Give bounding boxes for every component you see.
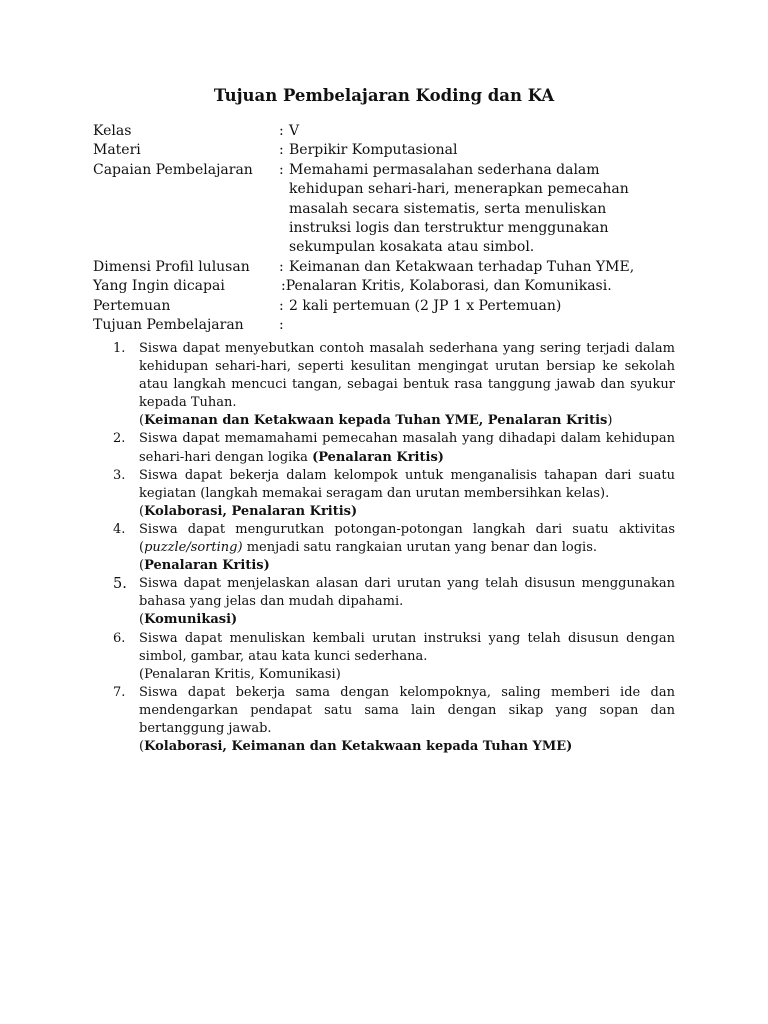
objective-number: 1. xyxy=(113,341,126,356)
meta-colon: : xyxy=(279,142,284,159)
objective-dimension-tag: (Penalaran Kritis) xyxy=(139,558,270,574)
meta-value-dimensi-cont: :Penalaran Kritis, Kolaborasi, dan Komunikasi. xyxy=(281,278,612,295)
meta-label-capaian: Capaian Pembelajaran xyxy=(93,161,253,178)
meta-value-dimensi: Keimanan dan Ketakwaan terhadap Tuhan YME, xyxy=(289,258,635,275)
meta-label-dimensi: Dimensi Profil lulusan xyxy=(93,258,250,275)
objective-item xyxy=(113,467,675,521)
meta-row-materi xyxy=(93,141,683,160)
meta-colon: : xyxy=(279,123,284,139)
objective-dimension-tag: (Penalaran Kritis) xyxy=(312,449,444,465)
objective-number: 5. xyxy=(113,576,127,593)
objective-text: Siswa dapat menyebutkan contoh masalah sederhana yang sering terjadi dalam kehidupan sehari-hari, seperti kesulitan mengingat urutan bersiap ke sekolah atau langkah mencuci tangan, sebagai bentuk rasa tanggung jawab dan syukur kepada Tuhan. xyxy=(139,341,675,411)
meta-row-capaian xyxy=(93,161,683,258)
objective-item xyxy=(113,430,675,466)
meta-label-tujuan: Tujuan Pembelajaran xyxy=(93,317,244,334)
objective-text: Siswa dapat menjelaskan alasan dari urutan yang telah disusun menggunakan bahasa yang jelas dan mudah dipahami. xyxy=(139,576,675,610)
meta-value-materi: Berpikir Komputasional xyxy=(289,142,458,159)
meta-label-pertemuan: Pertemuan xyxy=(93,297,171,314)
meta-colon: : xyxy=(279,161,284,178)
objective-item xyxy=(113,521,675,575)
document-title: Tujuan Pembelajaran Koding dan KA xyxy=(213,86,555,105)
meta-table xyxy=(93,122,683,335)
objective-text: Siswa dapat memamahami pemecahan masalah yang dihadapi dalam kehidupan sehari-hari dengan logika (Penalaran Kritis) xyxy=(139,431,675,465)
objective-text: Siswa dapat bekerja dalam kelompok untuk menganalisis tahapan dari suatu kegiatan (langkah memakai seragam dan urutan membersihkan kelas). xyxy=(139,467,675,501)
meta-value-capaian: Memahami permasalahan sederhana dalam kehidupan sehari-hari, menerapkan pemecahan masalah secara sistematis, serta menuliskan instruksi logis dan terstruktur menggunakan sekumpulan kosakata atau simbol. xyxy=(289,161,629,256)
objective-number: 4. xyxy=(113,521,126,537)
meta-row-kelas xyxy=(93,122,683,141)
meta-label-kelas: Kelas xyxy=(93,123,132,139)
objective-item xyxy=(113,630,675,684)
objective-number: 2. xyxy=(113,431,126,447)
meta-row-dimensi-cont xyxy=(93,277,683,296)
meta-colon: : xyxy=(279,317,284,334)
objective-text: Siswa dapat menuliskan kembali urutan instruksi yang telah disusun dengan simbol, gambar, atau kata kunci sederhana. xyxy=(139,630,675,664)
objective-dimension-tag: (Kolaborasi, Keimanan dan Ketakwaan kepada Tuhan YME) xyxy=(139,739,573,755)
meta-label-materi: Materi xyxy=(93,142,141,159)
objective-item xyxy=(113,340,675,430)
objective-item xyxy=(113,575,675,629)
objective-item xyxy=(113,684,675,756)
meta-value-kelas: V xyxy=(289,123,300,139)
meta-value-pertemuan: 2 kali pertemuan (2 JP 1 x Pertemuan) xyxy=(289,297,562,314)
objective-dimension-tag: (Penalaran Kritis, Komunikasi) xyxy=(139,666,341,682)
objective-dimension-tag: (Kolaborasi, Penalaran Kritis) xyxy=(139,503,358,519)
meta-row-dimensi xyxy=(93,258,683,277)
objective-number: 3. xyxy=(113,467,126,483)
objective-text: Siswa dapat bekerja sama dengan kelompoknya, saling memberi ide dan mendengarkan pendapat satu sama lain dengan sikap yang sopan dan bertanggung jawab. xyxy=(139,684,675,736)
objective-text: Siswa dapat mengurutkan potongan-potongan langkah dari suatu aktivitas (puzzle/sorting) menjadi satu rangkaian urutan yang benar dan logis. xyxy=(139,521,675,556)
meta-row-tujuan xyxy=(93,316,683,335)
objective-dimension-tag: (Keimanan dan Ketakwaan kepada Tuhan YME, Penalaran Kritis) xyxy=(139,413,613,429)
meta-colon: : xyxy=(279,258,284,275)
meta-row-pertemuan xyxy=(93,297,683,316)
objective-number: 6. xyxy=(113,630,126,646)
objectives-list xyxy=(113,340,675,756)
objective-dimension-tag: (Komunikasi) xyxy=(139,612,238,628)
objective-number: 7. xyxy=(113,684,126,700)
meta-label-dimensi-cont: Yang Ingin dicapai xyxy=(93,278,225,295)
meta-colon: : xyxy=(279,297,284,314)
